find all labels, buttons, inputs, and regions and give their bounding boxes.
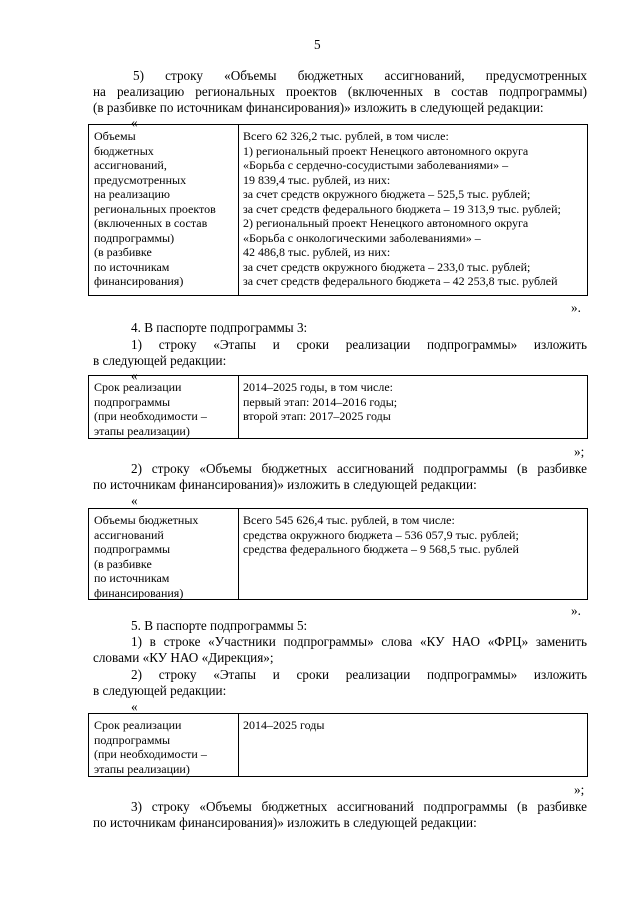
cell-line: ассигнований, <box>94 158 167 172</box>
cell-line: предусмотренных <box>94 172 187 187</box>
budget-regional-projects-table <box>88 124 588 296</box>
cell-line: по источникам <box>94 571 170 585</box>
cell-line: бюджетных <box>94 143 154 158</box>
close-quote: ». <box>571 603 581 618</box>
close-quote: ». <box>571 300 581 315</box>
cell-line: Объемы <box>94 129 136 143</box>
paragraph-line: 1) в строке «Участники подпрограммы» слова «КУ НАО «ФРЦ» заменить <box>131 634 587 649</box>
table-right-cell <box>243 129 561 289</box>
paragraph-line: по источникам финансирования)» изложить в следующей редакции: <box>93 477 477 492</box>
paragraph-line: словами «КУ НАО «Дирекция»; <box>93 650 274 665</box>
cell-line: (в разбивке <box>94 556 152 571</box>
close-quote: »; <box>574 782 585 797</box>
budget-table <box>88 508 588 600</box>
stages-table <box>88 375 588 439</box>
paragraph-line: 5) строку «Объемы бюджетных ассигнований, предусмотренных <box>133 68 587 83</box>
cell-line: 1) региональный проект Ненецкого автономного округа <box>243 143 529 158</box>
table-right-cell <box>243 718 324 733</box>
cell-line: Объемы бюджетных <box>94 513 199 527</box>
paragraph-line: 2) строку «Этапы и сроки реализации подпрограммы» изложить <box>131 667 587 682</box>
cell-line: за счет средств федерального бюджета – 42 253,8 тыс. рублей <box>243 274 558 288</box>
open-quote: « <box>131 493 138 508</box>
table-divider <box>238 376 239 438</box>
table-divider <box>238 714 239 776</box>
paragraph-line: (в разбивке по источникам финансирования)» изложить в следующей редакции: <box>93 100 544 115</box>
cell-line: финансирования) <box>94 274 184 288</box>
section-heading: 5. В паспорте подпрограммы 5: <box>131 618 308 633</box>
cell-line: первый этап: 2014–2016 годы; <box>243 394 398 409</box>
paragraph-line: 1) строку «Этапы и сроки реализации подпрограммы» изложить <box>131 337 587 352</box>
paragraph-line: на реализацию региональных проектов (включенных в состав подпрограммы) <box>93 84 587 99</box>
cell-line: средства окружного бюджета – 536 057,9 тыс. рублей; <box>243 527 519 542</box>
cell-line: подпрограммы <box>94 732 171 747</box>
table-right-cell <box>243 513 519 557</box>
cell-line: по источникам <box>94 259 170 274</box>
cell-line: (при необходимости – <box>94 409 207 423</box>
paragraph-line: 3) строку «Объемы бюджетных ассигнований подпрограммы (в разбивке <box>131 799 587 814</box>
table-divider <box>238 125 239 295</box>
cell-line: за счет средств федерального бюджета – 19 313,9 тыс. рублей; <box>243 201 561 216</box>
paragraph-line: 2) строку «Объемы бюджетных ассигнований подпрограммы (в разбивке <box>131 461 587 476</box>
cell-line: средства федерального бюджета – 9 568,5 тыс. рублей <box>243 542 519 556</box>
cell-line: 2014–2025 годы, в том числе: <box>243 380 393 394</box>
table-left-cell <box>94 380 207 438</box>
table-right-cell <box>243 380 397 424</box>
cell-line: ассигнований <box>94 527 164 542</box>
table-divider <box>238 509 239 599</box>
table-left-cell <box>94 129 216 289</box>
cell-line: подпрограммы <box>94 542 171 556</box>
cell-line: на реализацию <box>94 187 170 201</box>
table-left-cell <box>94 513 198 600</box>
cell-line: 19 839,4 тыс. рублей, из них: <box>243 172 391 187</box>
cell-line: второй этап: 2017–2025 годы <box>243 409 391 423</box>
cell-line: этапы реализации) <box>94 423 190 438</box>
cell-line: 2014–2025 годы <box>243 718 325 732</box>
cell-line: (при необходимости – <box>94 747 207 761</box>
cell-line: Всего 62 326,2 тыс. рублей, в том числе: <box>243 129 449 143</box>
close-quote: »; <box>574 444 585 459</box>
open-quote: « <box>131 115 138 130</box>
cell-line: Срок реализации <box>94 718 182 732</box>
cell-line: «Борьба с онкологическими заболеваниями» – <box>243 230 481 245</box>
table-left-cell <box>94 718 207 776</box>
cell-line: подпрограммы <box>94 394 171 409</box>
cell-line: этапы реализации) <box>94 761 190 776</box>
cell-line: (в разбивке <box>94 245 152 259</box>
page-number: 5 <box>314 37 321 52</box>
cell-line: подпрограммы) <box>94 230 175 245</box>
open-quote: « <box>131 368 138 383</box>
section-heading: 4. В паспорте подпрограммы 3: <box>131 320 308 335</box>
cell-line: 42 486,8 тыс. рублей, из них: <box>243 245 391 259</box>
cell-line: за счет средств окружного бюджета – 233,0 тыс. рублей; <box>243 259 531 274</box>
cell-line: финансирования) <box>94 585 184 600</box>
cell-line: «Борьба с сердечно-сосудистыми заболеваниями» – <box>243 158 509 172</box>
cell-line: (включенных в состав <box>94 216 208 230</box>
open-quote: « <box>131 699 138 714</box>
paragraph-line: по источникам финансирования)» изложить в следующей редакции: <box>93 815 477 830</box>
paragraph-line: в следующей редакции: <box>93 683 227 698</box>
cell-line: 2) региональный проект Ненецкого автономного округа <box>243 216 529 230</box>
paragraph-line: в следующей редакции: <box>93 353 227 368</box>
cell-line: Всего 545 626,4 тыс. рублей, в том числе: <box>243 513 455 527</box>
cell-line: Срок реализации <box>94 380 182 394</box>
stages-table <box>88 713 588 777</box>
cell-line: региональных проектов <box>94 201 216 216</box>
cell-line: за счет средств окружного бюджета – 525,5 тыс. рублей; <box>243 187 531 201</box>
